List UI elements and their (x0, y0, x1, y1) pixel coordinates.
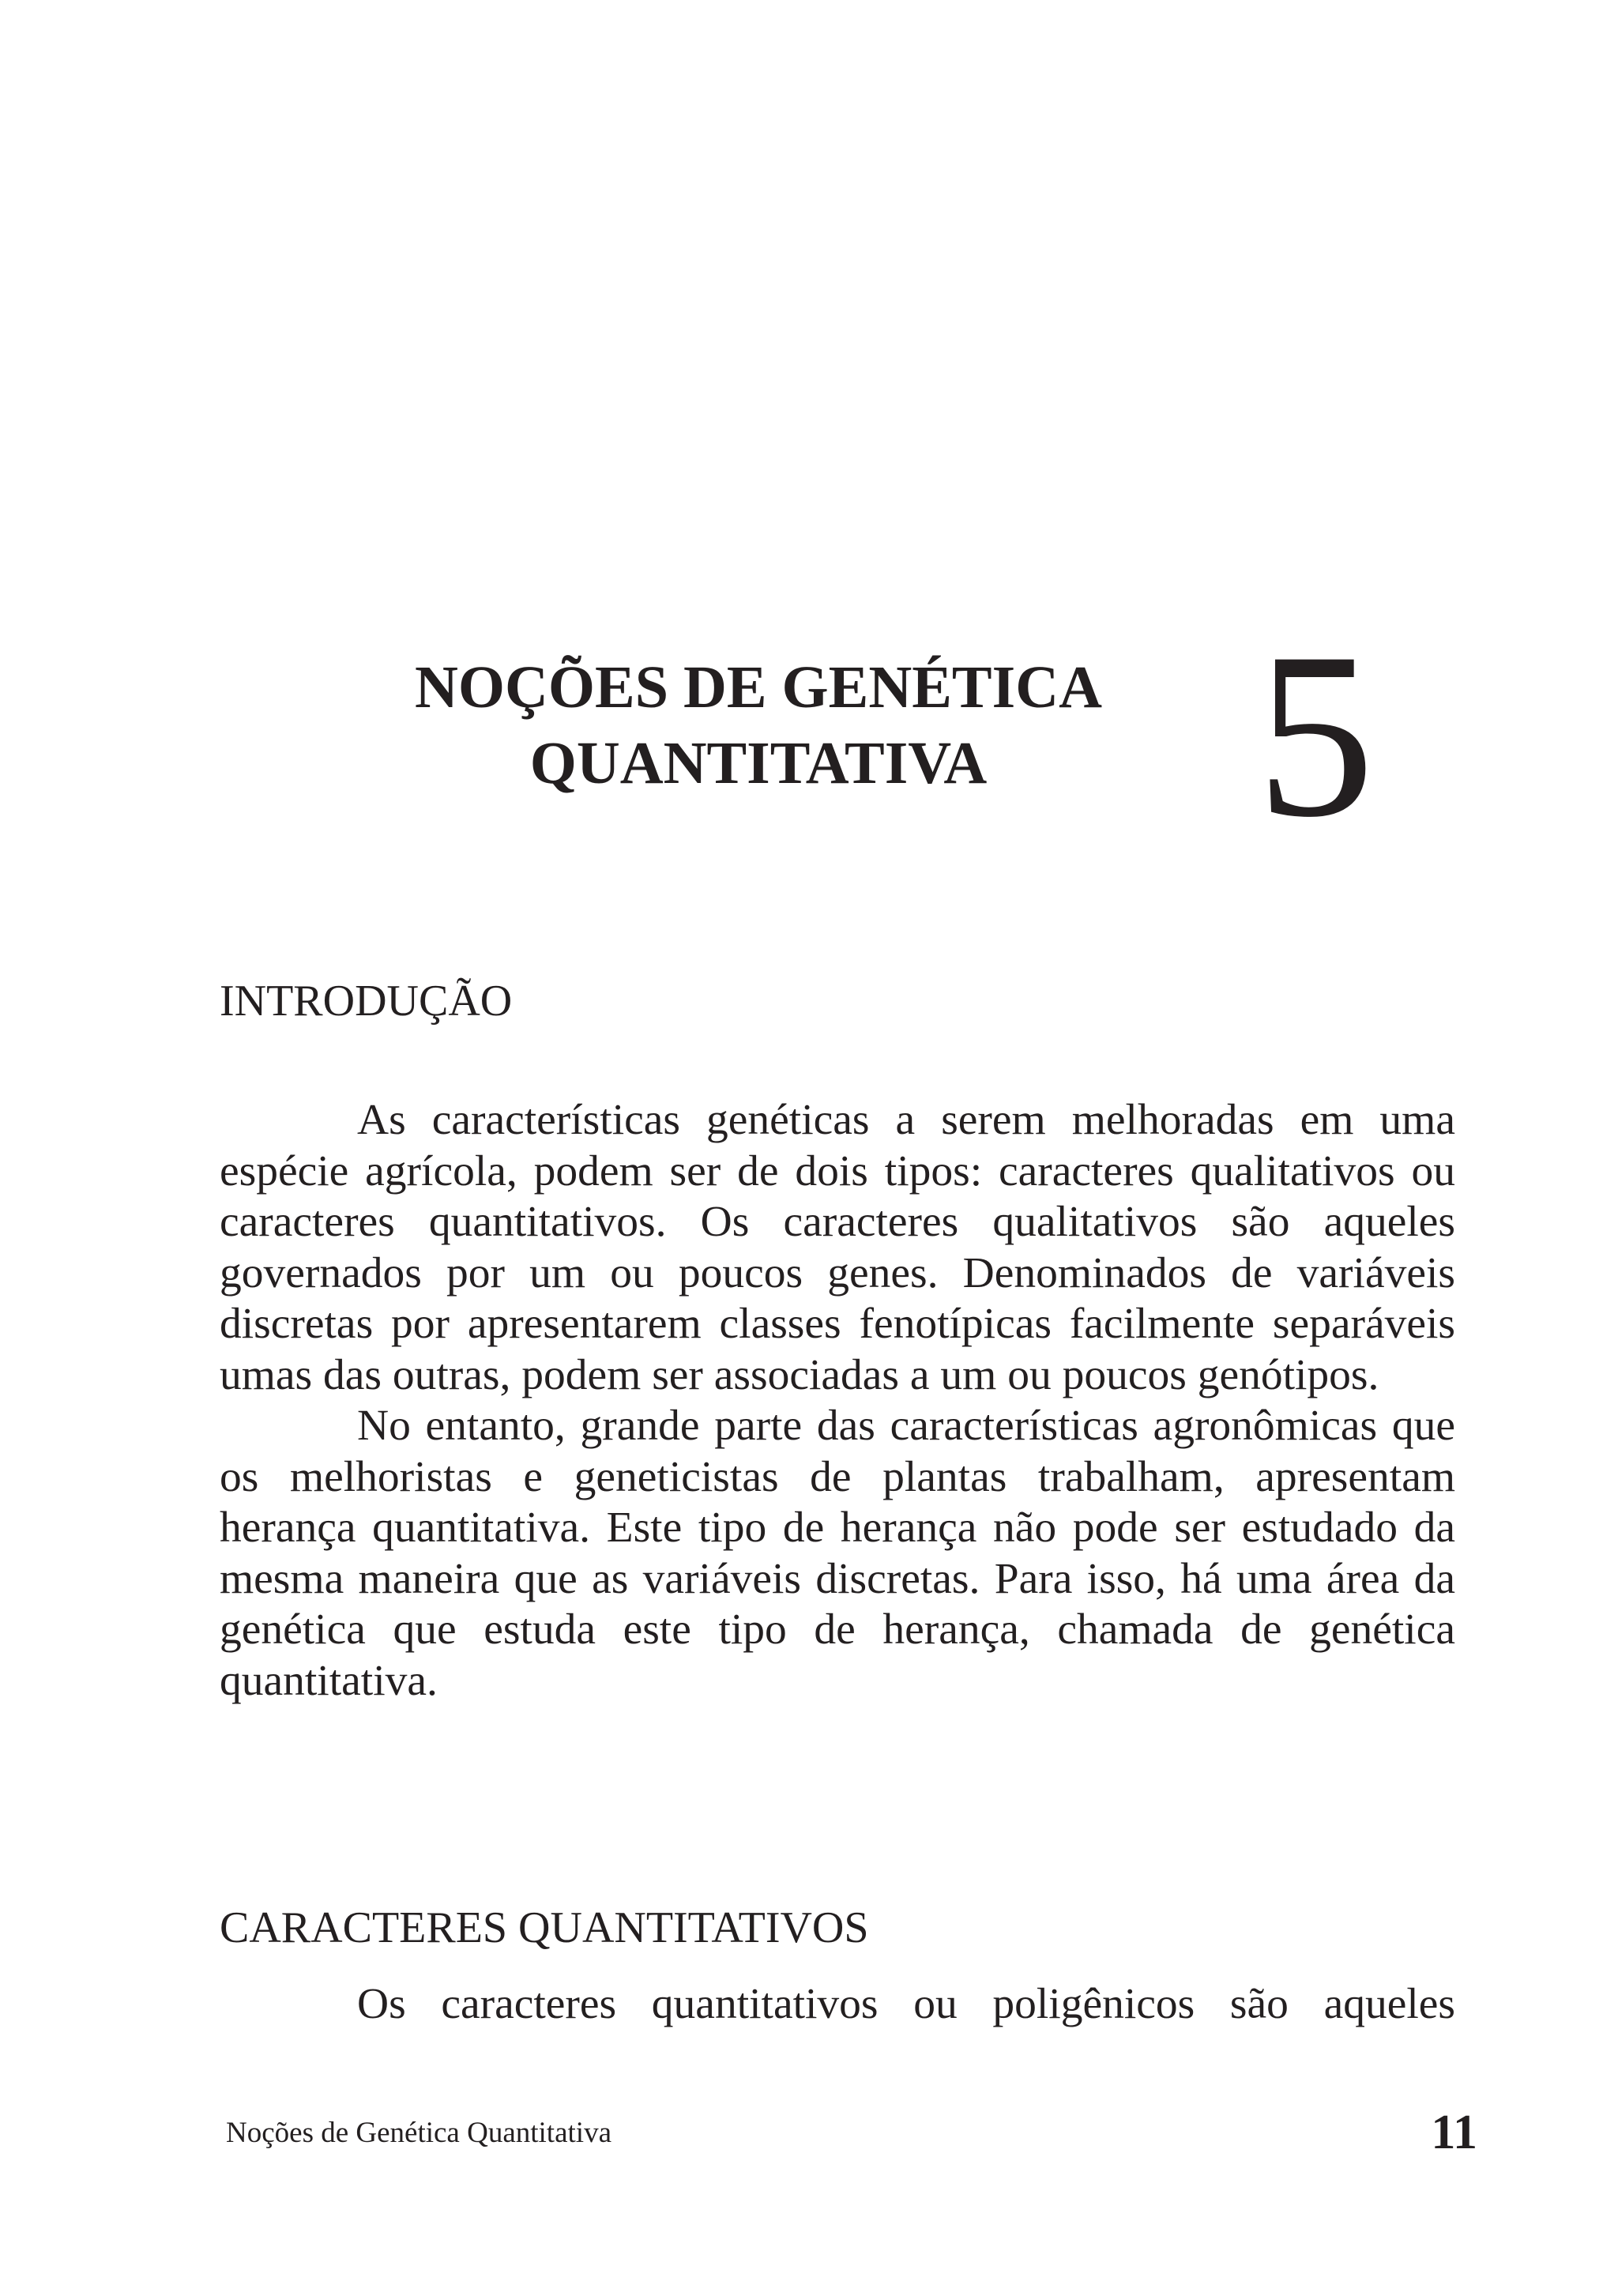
paragraph: As características genéticas a serem melhoradas em uma espécie agrícola, podem ser de dois tipos: caracteres qualitativos ou caracteres quantitativos. Os caracteres qualitativos são aqueles governados por um ou poucos genes. Denominados de variáveis discretas por apresentarem classes fenotípicas facilmente separáveis umas das outras, podem ser associadas a um ou poucos genótipos. (220, 1096, 1455, 1399)
introducao-body (220, 1095, 1455, 1707)
running-footer-title: Noções de Genética Quantitativa (226, 2117, 611, 2149)
paragraph: Os caracteres quantitativos ou poligênicos são aqueles (357, 1980, 1455, 2028)
paragraph: No entanto, grande parte das características agronômicas que os melhoristas e geneticistas de plantas trabalham, apresentam herança quantitativa. Este tipo de herança não pode ser estudado da mesma maneira que as variáveis discretas. Para isso, há uma área da genética que estuda este tipo de herança, chamada de genética quantitativa. (220, 1402, 1455, 1705)
chapter-title-line-1: NOÇÕES DE GENÉTICA (415, 654, 1102, 721)
page-number: 11 (1431, 2106, 1477, 2159)
chapter-title (348, 649, 1169, 801)
section-heading-caracteres-quantitativos: CARACTERES QUANTITATIVOS (220, 1903, 869, 1952)
chapter-number: 5 (1256, 604, 1375, 866)
section-heading-introducao: INTRODUÇÃO (220, 977, 513, 1026)
caracteres-quantitativos-body (220, 1979, 1455, 2031)
chapter-title-line-2: QUANTITATIVA (529, 730, 988, 796)
